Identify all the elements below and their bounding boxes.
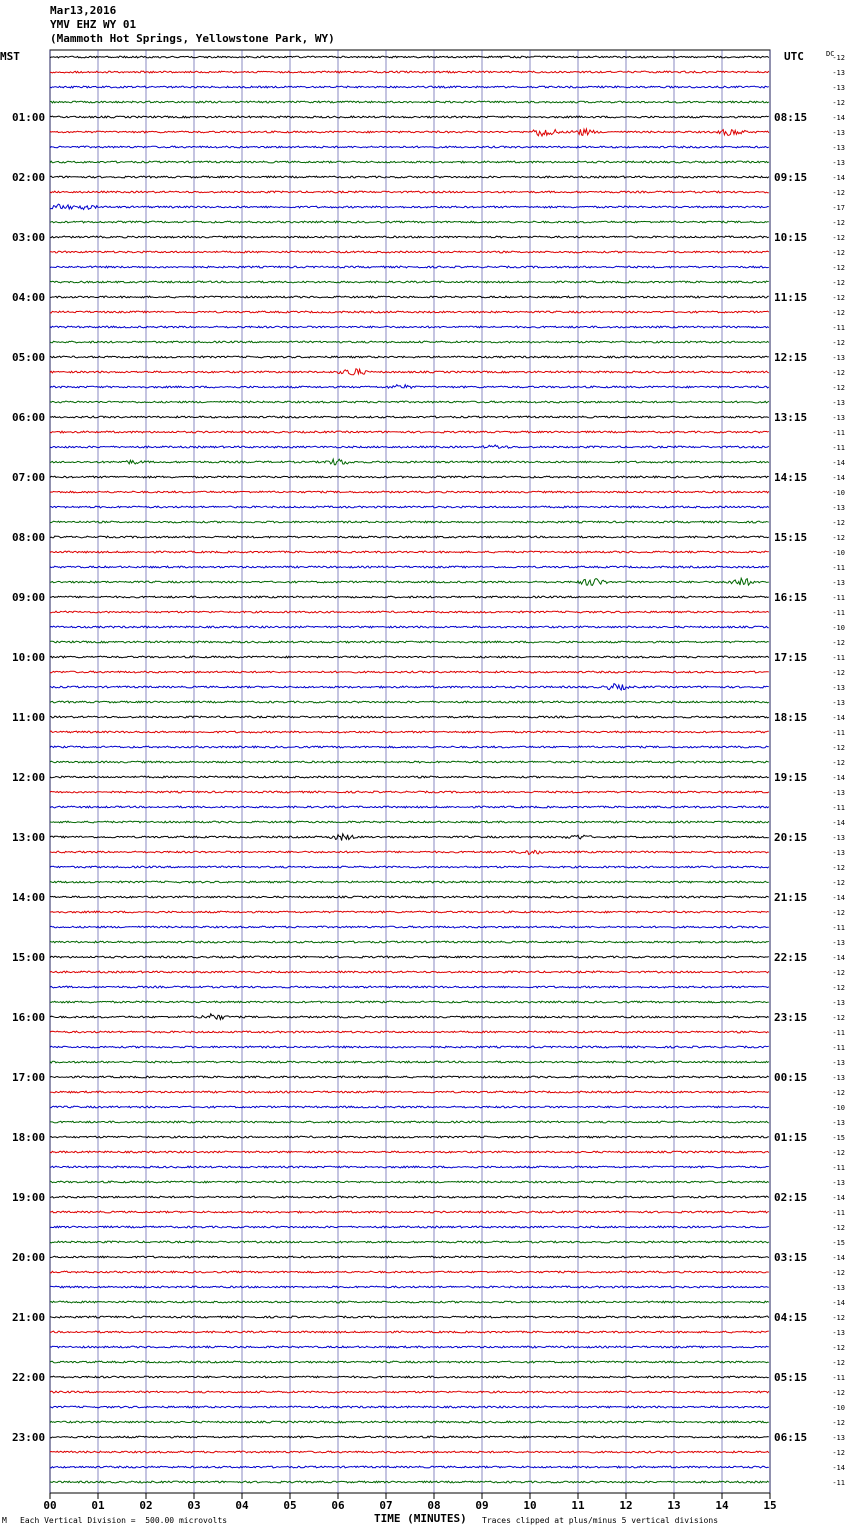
dc-offset-label: -13 [832, 579, 845, 587]
trace-row [50, 266, 769, 268]
dc-offset-label: -14 [832, 114, 845, 122]
dc-offset-label: -14 [832, 1194, 845, 1202]
dc-offset-label: -11 [832, 654, 845, 662]
dc-offset-label: -13 [832, 144, 845, 152]
dc-offset-label: -14 [832, 474, 845, 482]
dc-offset-label: -11 [832, 1479, 845, 1487]
dc-offset-label: -12 [832, 669, 845, 677]
left-hour-label: 16:00 [12, 1011, 46, 1024]
trace-row [50, 806, 769, 808]
dc-offset-label: -12 [832, 1449, 845, 1457]
dc-offset-label: -12 [832, 1269, 845, 1277]
trace-row [50, 56, 769, 58]
dc-offset-label: -13 [832, 849, 845, 857]
clip-note: Traces clipped at plus/minus 5 vertical divisions [482, 1516, 719, 1525]
left-hour-label: 15:00 [12, 951, 46, 964]
trace-row [50, 1226, 769, 1228]
dc-offset-label: -12 [832, 279, 845, 287]
right-hour-label: 16:15 [774, 591, 808, 604]
right-hour-label: 19:15 [774, 771, 808, 784]
trace-row [50, 656, 769, 658]
left-hour-label: 07:00 [12, 471, 46, 484]
dc-offset-label: -12 [832, 249, 845, 257]
right-hour-label: 13:15 [774, 411, 808, 424]
x-tick-label: 12 [619, 1499, 633, 1512]
right-hour-label: 05:15 [774, 1371, 808, 1384]
dc-offset-label: -12 [832, 534, 845, 542]
trace-row [50, 459, 769, 465]
trace-row [50, 1136, 769, 1138]
dc-offset-label: -14 [832, 714, 845, 722]
dc-offset-label: -12 [832, 189, 845, 197]
dc-offset-label: -12 [832, 519, 845, 527]
left-hour-label: 03:00 [12, 231, 46, 244]
trace-row [50, 1316, 769, 1318]
x-tick-label: 00 [43, 1499, 57, 1512]
dc-offset-label: -11 [832, 1209, 845, 1217]
trace-row [50, 536, 769, 538]
trace-row [50, 1196, 769, 1198]
dc-offset-label: -13 [832, 159, 845, 167]
x-tick-label: 11 [571, 1499, 585, 1512]
dc-offset-label: -14 [832, 1299, 845, 1307]
dc-offset-label: -11 [832, 1029, 845, 1037]
dc-offset-label: -14 [832, 1464, 845, 1472]
trace-row [50, 1466, 769, 1468]
trace-row [50, 251, 769, 253]
trace-row [50, 86, 769, 88]
dc-offset-label: -13 [832, 129, 845, 137]
right-hour-label: 01:15 [774, 1131, 808, 1144]
trace-row [50, 1151, 769, 1153]
right-hour-label: 14:15 [774, 471, 808, 484]
dc-offset-label: -14 [832, 894, 845, 902]
x-tick-label: 02 [139, 1499, 153, 1512]
trace-row [50, 1046, 769, 1048]
trace-row [50, 821, 769, 823]
dc-offset-label: -12 [832, 1359, 845, 1367]
left-hour-label: 17:00 [12, 1071, 46, 1084]
dc-offset-label: -10 [832, 1104, 845, 1112]
right-hour-label: 20:15 [774, 831, 808, 844]
trace-row [50, 684, 769, 690]
dc-offset-label: -13 [832, 504, 845, 512]
dc-offset-label: -12 [832, 384, 845, 392]
trace-row [50, 71, 769, 73]
trace-row [50, 1256, 769, 1258]
dc-offset-label: -12 [832, 369, 845, 377]
dc-offset-label: -12 [832, 969, 845, 977]
dc-offset-label: -12 [832, 1419, 845, 1427]
trace-row [50, 146, 769, 148]
left-hour-label: 01:00 [12, 111, 46, 124]
dc-offset-label: -14 [832, 174, 845, 182]
trace-row [50, 369, 769, 375]
trace-row [50, 1301, 769, 1303]
trace-row [50, 1406, 769, 1408]
right-hour-label: 17:15 [774, 651, 808, 664]
dc-offset-label: -12 [832, 294, 845, 302]
left-hour-label: 04:00 [12, 291, 46, 304]
trace-row [50, 1361, 769, 1363]
dc-offset-label: -14 [832, 819, 845, 827]
trace-row [50, 326, 769, 328]
dc-offset-label: -13 [832, 84, 845, 92]
trace-row [50, 281, 769, 283]
trace-row [50, 1451, 769, 1453]
left-hour-label: 20:00 [12, 1251, 46, 1264]
scale-note: Each Vertical Division = 500.00 microvolts [20, 1516, 228, 1525]
dc-offset-label: -11 [832, 594, 845, 602]
trace-row [50, 1031, 769, 1033]
trace-row [50, 1346, 769, 1348]
right-hour-label: 21:15 [774, 891, 808, 904]
trace-row [50, 956, 769, 958]
dc-offset-label: -12 [832, 54, 845, 62]
trace-row [50, 911, 769, 913]
trace-row [50, 204, 769, 209]
trace-row [50, 1421, 769, 1423]
left-hour-label: 05:00 [12, 351, 46, 364]
trace-row [50, 1331, 769, 1333]
dc-offset-label: -11 [832, 564, 845, 572]
left-hour-label: 19:00 [12, 1191, 46, 1204]
trace-row [50, 1436, 769, 1438]
trace-row [50, 671, 769, 673]
trace-row [50, 716, 769, 718]
trace-row [50, 296, 769, 298]
dc-offset-label: -11 [832, 444, 845, 452]
dc-offset-label: -13 [832, 834, 845, 842]
dc-offset-label: -10 [832, 549, 845, 557]
trace-row [50, 161, 769, 163]
dc-offset-label: -13 [832, 1329, 845, 1337]
trace-row [50, 176, 769, 178]
trace-row [50, 1076, 769, 1078]
dc-offset-label: -13 [832, 354, 845, 362]
trace-row [50, 221, 769, 223]
trace-row [50, 191, 769, 193]
trace-row [50, 1271, 769, 1273]
dc-offset-label: -12 [832, 759, 845, 767]
dc-offset-label: -10 [832, 489, 845, 497]
dc-offset-label: -13 [832, 999, 845, 1007]
dc-offset-label: -11 [832, 324, 845, 332]
right-hour-label: 04:15 [774, 1311, 808, 1324]
left-hour-label: 14:00 [12, 891, 46, 904]
trace-row [50, 611, 769, 613]
trace-row [50, 445, 769, 448]
dc-offset-label: -13 [832, 699, 845, 707]
dc-offset-label: -11 [832, 729, 845, 737]
dc-offset-label: -11 [832, 609, 845, 617]
trace-row [50, 551, 769, 553]
dc-offset-label: -10 [832, 1404, 845, 1412]
trace-row [50, 896, 769, 898]
x-tick-label: 09 [475, 1499, 489, 1512]
dc-offset-label: -11 [832, 1044, 845, 1052]
dc-offset-label: -17 [832, 204, 845, 212]
dc-offset-label: -12 [832, 744, 845, 752]
trace-row [50, 834, 769, 841]
dc-offset-label: -11 [832, 804, 845, 812]
dc-offset-label: -13 [832, 789, 845, 797]
trace-row [50, 881, 769, 883]
trace-row [50, 791, 769, 793]
trace-row [50, 761, 769, 763]
dc-offset-label: -12 [832, 99, 845, 107]
left-hour-label: 21:00 [12, 1311, 46, 1324]
dc-offset-label: -14 [832, 774, 845, 782]
dc-offset-label: -11 [832, 924, 845, 932]
right-hour-label: 22:15 [774, 951, 808, 964]
trace-row [50, 491, 769, 493]
left-hour-label: 18:00 [12, 1131, 46, 1144]
trace-row [50, 1166, 769, 1168]
trace-row [50, 401, 769, 403]
trace-row [50, 1241, 769, 1243]
trace-row [50, 129, 769, 136]
right-hour-label: 10:15 [774, 231, 808, 244]
trace-row [50, 431, 769, 433]
trace-row [50, 311, 769, 313]
dc-offset-label: -13 [832, 1434, 845, 1442]
left-hour-label: 13:00 [12, 831, 46, 844]
trace-row [50, 1481, 769, 1483]
dc-offset-label: -12 [832, 1089, 845, 1097]
trace-row [50, 385, 769, 389]
right-hour-label: 06:15 [774, 1431, 808, 1444]
dc-offset-label: -12 [832, 264, 845, 272]
trace-row [50, 866, 769, 868]
trace-row [50, 1391, 769, 1393]
right-hour-label: 11:15 [774, 291, 808, 304]
right-hour-label: 08:15 [774, 111, 808, 124]
dc-offset-label: -15 [832, 1239, 845, 1247]
trace-row [50, 941, 769, 943]
dc-offset-label: -13 [832, 939, 845, 947]
trace-row [50, 116, 769, 118]
right-hour-label: 00:15 [774, 1071, 808, 1084]
x-tick-label: 01 [91, 1499, 105, 1512]
trace-row [50, 341, 769, 343]
right-hour-label: 02:15 [774, 1191, 808, 1204]
dc-offset-label: -13 [832, 414, 845, 422]
dc-offset-label: -14 [832, 1254, 845, 1262]
left-hour-label: 11:00 [12, 711, 46, 724]
x-tick-label: 04 [235, 1499, 249, 1512]
dc-offset-label: -12 [832, 219, 845, 227]
dc-offset-label: -12 [832, 1014, 845, 1022]
x-tick-label: 13 [667, 1499, 681, 1512]
trace-row [50, 926, 769, 928]
x-tick-label: 14 [715, 1499, 729, 1512]
dc-offset-label: -12 [832, 1389, 845, 1397]
trace-row [50, 578, 769, 585]
trace-row [50, 521, 769, 523]
trace-row [50, 596, 769, 598]
dc-offset-label: -12 [832, 309, 845, 317]
left-hour-label: 09:00 [12, 591, 46, 604]
right-hour-label: 15:15 [774, 531, 808, 544]
x-axis-label: TIME (MINUTES) [374, 1512, 467, 1525]
trace-row [50, 506, 769, 508]
dc-offset-label: -12 [832, 234, 845, 242]
dc-offset-label: -11 [832, 1164, 845, 1172]
dc-offset-label: -13 [832, 1179, 845, 1187]
dc-offset-label: -10 [832, 624, 845, 632]
trace-row [50, 641, 769, 643]
trace-row [50, 476, 769, 478]
trace-row [50, 416, 769, 418]
dc-offset-label: -14 [832, 459, 845, 467]
right-hour-label: 18:15 [774, 711, 808, 724]
dc-offset-label: -12 [832, 909, 845, 917]
dc-label: DC [826, 50, 835, 58]
trace-row [50, 1211, 769, 1213]
right-hour-label: 09:15 [774, 171, 808, 184]
right-hour-label: 12:15 [774, 351, 808, 364]
x-tick-label: 03 [187, 1499, 201, 1512]
trace-row [50, 626, 769, 628]
x-tick-label: 15 [763, 1499, 777, 1512]
left-hour-label: 06:00 [12, 411, 46, 424]
trace-row [50, 1061, 769, 1063]
trace-row [50, 701, 769, 703]
trace-row [50, 566, 769, 568]
trace-row [50, 1286, 769, 1288]
dc-offset-label: -11 [832, 429, 845, 437]
dc-offset-label: -12 [832, 1344, 845, 1352]
left-hour-label: 02:00 [12, 171, 46, 184]
trace-row [50, 1091, 769, 1093]
trace-row [50, 236, 769, 238]
trace-row [50, 1376, 769, 1378]
left-hour-label: 08:00 [12, 531, 46, 544]
right-hour-label: 03:15 [774, 1251, 808, 1264]
trace-row [50, 356, 769, 358]
dc-offset-label: -12 [832, 879, 845, 887]
trace-row [50, 1001, 769, 1003]
footer-mark: M [2, 1516, 7, 1525]
x-tick-label: 10 [523, 1499, 537, 1512]
left-hour-label: 12:00 [12, 771, 46, 784]
x-tick-label: 05 [283, 1499, 297, 1512]
dc-offset-label: -12 [832, 339, 845, 347]
dc-offset-label: -12 [832, 864, 845, 872]
dc-offset-label: -13 [832, 69, 845, 77]
dc-offset-label: -12 [832, 984, 845, 992]
dc-offset-label: -12 [832, 1314, 845, 1322]
dc-offset-label: -13 [832, 684, 845, 692]
trace-row [50, 731, 769, 733]
left-timezone-label: MST [0, 50, 20, 63]
dc-offset-label: -13 [832, 399, 845, 407]
left-hour-label: 10:00 [12, 651, 46, 664]
trace-row [50, 1106, 769, 1108]
dc-offset-label: -12 [832, 1224, 845, 1232]
dc-offset-label: -11 [832, 1374, 845, 1382]
trace-row [50, 1014, 769, 1020]
dc-offset-label: -12 [832, 639, 845, 647]
plot-date: Mar13,2016 [50, 4, 117, 17]
dc-offset-label: -14 [832, 954, 845, 962]
trace-row [50, 1181, 769, 1183]
right-timezone-label: UTC [784, 50, 804, 63]
trace-row [50, 971, 769, 973]
dc-offset-label: -15 [832, 1134, 845, 1142]
x-tick-label: 06 [331, 1499, 345, 1512]
station-location: (Mammoth Hot Springs, Yellowstone Park, WY) [50, 32, 335, 45]
right-hour-label: 23:15 [774, 1011, 808, 1024]
station-code: YMV EHZ WY 01 [50, 18, 137, 31]
trace-row [50, 850, 769, 854]
dc-offset-label: -13 [832, 1074, 845, 1082]
trace-row [50, 746, 769, 748]
x-tick-label: 08 [427, 1499, 441, 1512]
left-hour-label: 23:00 [12, 1431, 46, 1444]
trace-row [50, 1121, 769, 1123]
trace-row [50, 101, 769, 103]
dc-offset-label: -13 [832, 1284, 845, 1292]
left-hour-label: 22:00 [12, 1371, 46, 1384]
x-tick-label: 07 [379, 1499, 393, 1512]
trace-row [50, 986, 769, 988]
trace-row [50, 776, 769, 778]
dc-offset-label: -13 [832, 1119, 845, 1127]
dc-offset-label: -12 [832, 1149, 845, 1157]
dc-offset-label: -13 [832, 1059, 845, 1067]
